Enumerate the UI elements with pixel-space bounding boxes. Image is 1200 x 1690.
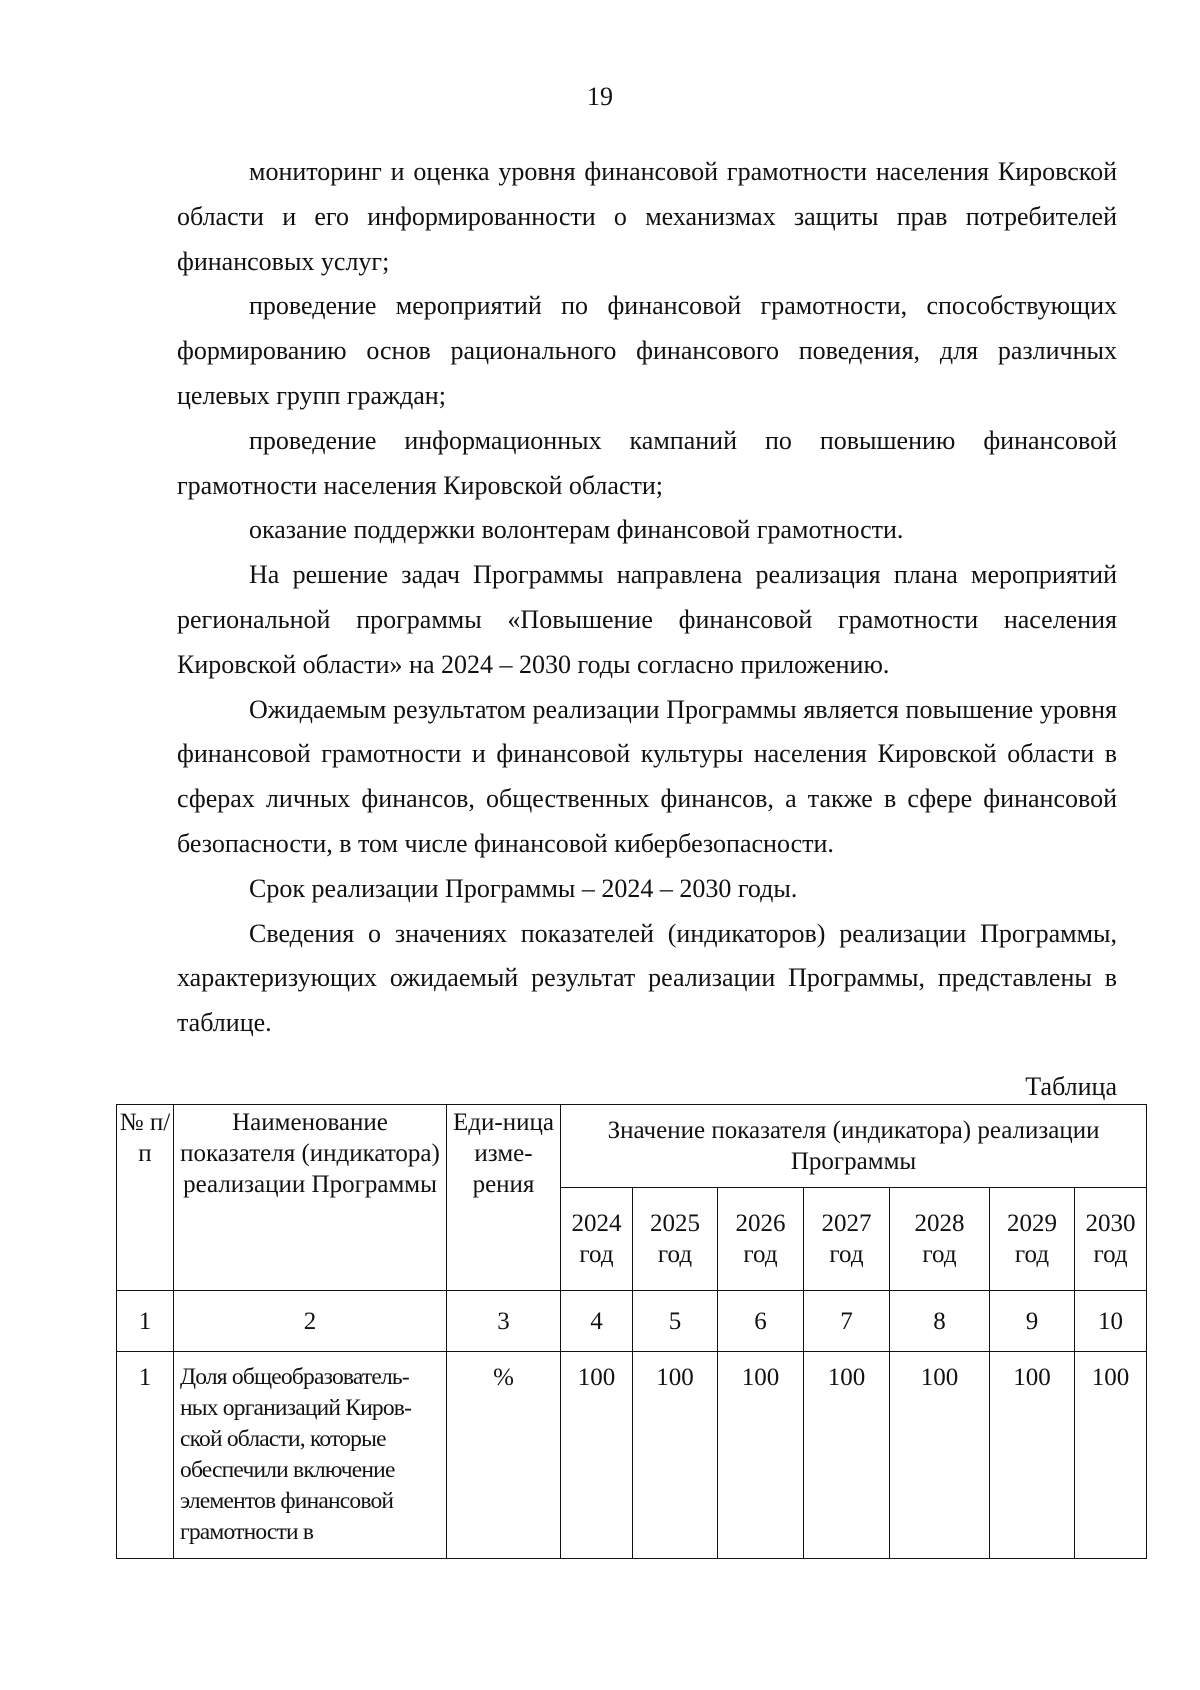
- paragraph: проведение информационных кампаний по повышению финансовой грамотности населения Кировской области;: [177, 425, 1117, 500]
- column-number: 9: [990, 1291, 1075, 1352]
- page-number: 19: [587, 82, 613, 111]
- paragraph: Срок реализации Программы – 2024 – 2030 годы.: [249, 873, 798, 903]
- row-value: 100: [804, 1352, 890, 1559]
- column-number: 2: [174, 1291, 447, 1352]
- year-suffix: год: [1093, 1241, 1128, 1268]
- column-number: 5: [633, 1291, 718, 1352]
- paragraph: проведение мероприятий по финансовой грамотности, способствующих формированию основ рационального финансового поведения, для различных целевых групп граждан;: [177, 291, 1117, 410]
- table-caption: Таблица: [1025, 1072, 1117, 1101]
- column-number: 6: [718, 1291, 804, 1352]
- column-number-row: [117, 1291, 1147, 1352]
- year-label: 2025: [650, 1210, 700, 1237]
- year-label: 2028: [914, 1210, 965, 1237]
- column-number: 1: [117, 1291, 174, 1352]
- row-value: 100: [561, 1352, 633, 1559]
- year-label: 2029: [1007, 1210, 1057, 1237]
- paragraph: На решение задач Программы направлена реализация плана мероприятий региональной программы «Повышение финансовой грамотности населения Кировской области» на 2024 – 2030 годы согласно приложению.: [177, 560, 1117, 679]
- row-value: 100: [890, 1352, 990, 1559]
- row-value: 100: [633, 1352, 718, 1559]
- year-suffix: год: [829, 1241, 864, 1268]
- paragraph: мониторинг и оценка уровня финансовой грамотности населения Кировской области и его информированности о механизмах защиты прав потребителей финансовых услуг;: [177, 157, 1117, 276]
- year-suffix: год: [743, 1241, 778, 1268]
- year-label: 2026: [735, 1210, 786, 1237]
- header-year: [718, 1188, 804, 1291]
- paragraph: Ожидаемым результатом реализации Программы является повышение уровня финансовой грамотности и финансовой культуры населения Кировской области в сферах личных финансов, общественных финансов, а также в сфере финансовой безопасности, в том числе финансовой кибербезопасности.: [177, 694, 1117, 858]
- column-number: 8: [890, 1291, 990, 1352]
- header-num: № п/п: [117, 1105, 174, 1291]
- column-number: 3: [447, 1291, 561, 1352]
- row-value: 100: [1075, 1352, 1147, 1559]
- row-indicator-name: Доля общеобразователь-ных организаций Киров-ской области, которые обеспечили включение элементов финансовой грамотности в: [174, 1352, 447, 1559]
- paragraph: Сведения о значениях показателей (индикаторов) реализации Программы, характеризующих ожидаемый результат реализации Программы, представлены в таблице.: [177, 918, 1117, 1038]
- year-label: 2027: [821, 1210, 872, 1237]
- header-unit: Еди-ница изме-рения: [447, 1105, 561, 1291]
- paragraph: оказание поддержки волонтерам финансовой грамотности.: [249, 515, 904, 545]
- row-value: 100: [718, 1352, 804, 1559]
- row-unit: %: [447, 1352, 561, 1559]
- header-values-group: Значение показателя (индикатора) реализации Программы: [561, 1105, 1147, 1188]
- row-num: 1: [117, 1352, 174, 1559]
- column-number: 4: [561, 1291, 633, 1352]
- column-number: 10: [1075, 1291, 1147, 1352]
- year-suffix: год: [1014, 1241, 1050, 1268]
- body-text: [177, 150, 1117, 1046]
- header-year: [990, 1188, 1075, 1291]
- header-year: [633, 1188, 718, 1291]
- row-value: 100: [990, 1352, 1075, 1559]
- year-label: 2030: [1085, 1210, 1136, 1237]
- header-year: [890, 1188, 990, 1291]
- header-year: [561, 1188, 633, 1291]
- column-number: 7: [804, 1291, 890, 1352]
- year-suffix: год: [657, 1241, 693, 1268]
- indicators-table: [116, 1104, 1147, 1559]
- year-label: 2024: [571, 1210, 622, 1237]
- header-name: Наименование показателя (индикатора) реализации Программы: [174, 1105, 447, 1291]
- year-suffix: год: [922, 1241, 957, 1268]
- header-year: [1075, 1188, 1147, 1291]
- year-suffix: год: [579, 1241, 614, 1268]
- header-year: [804, 1188, 890, 1291]
- table-row: [117, 1352, 1147, 1559]
